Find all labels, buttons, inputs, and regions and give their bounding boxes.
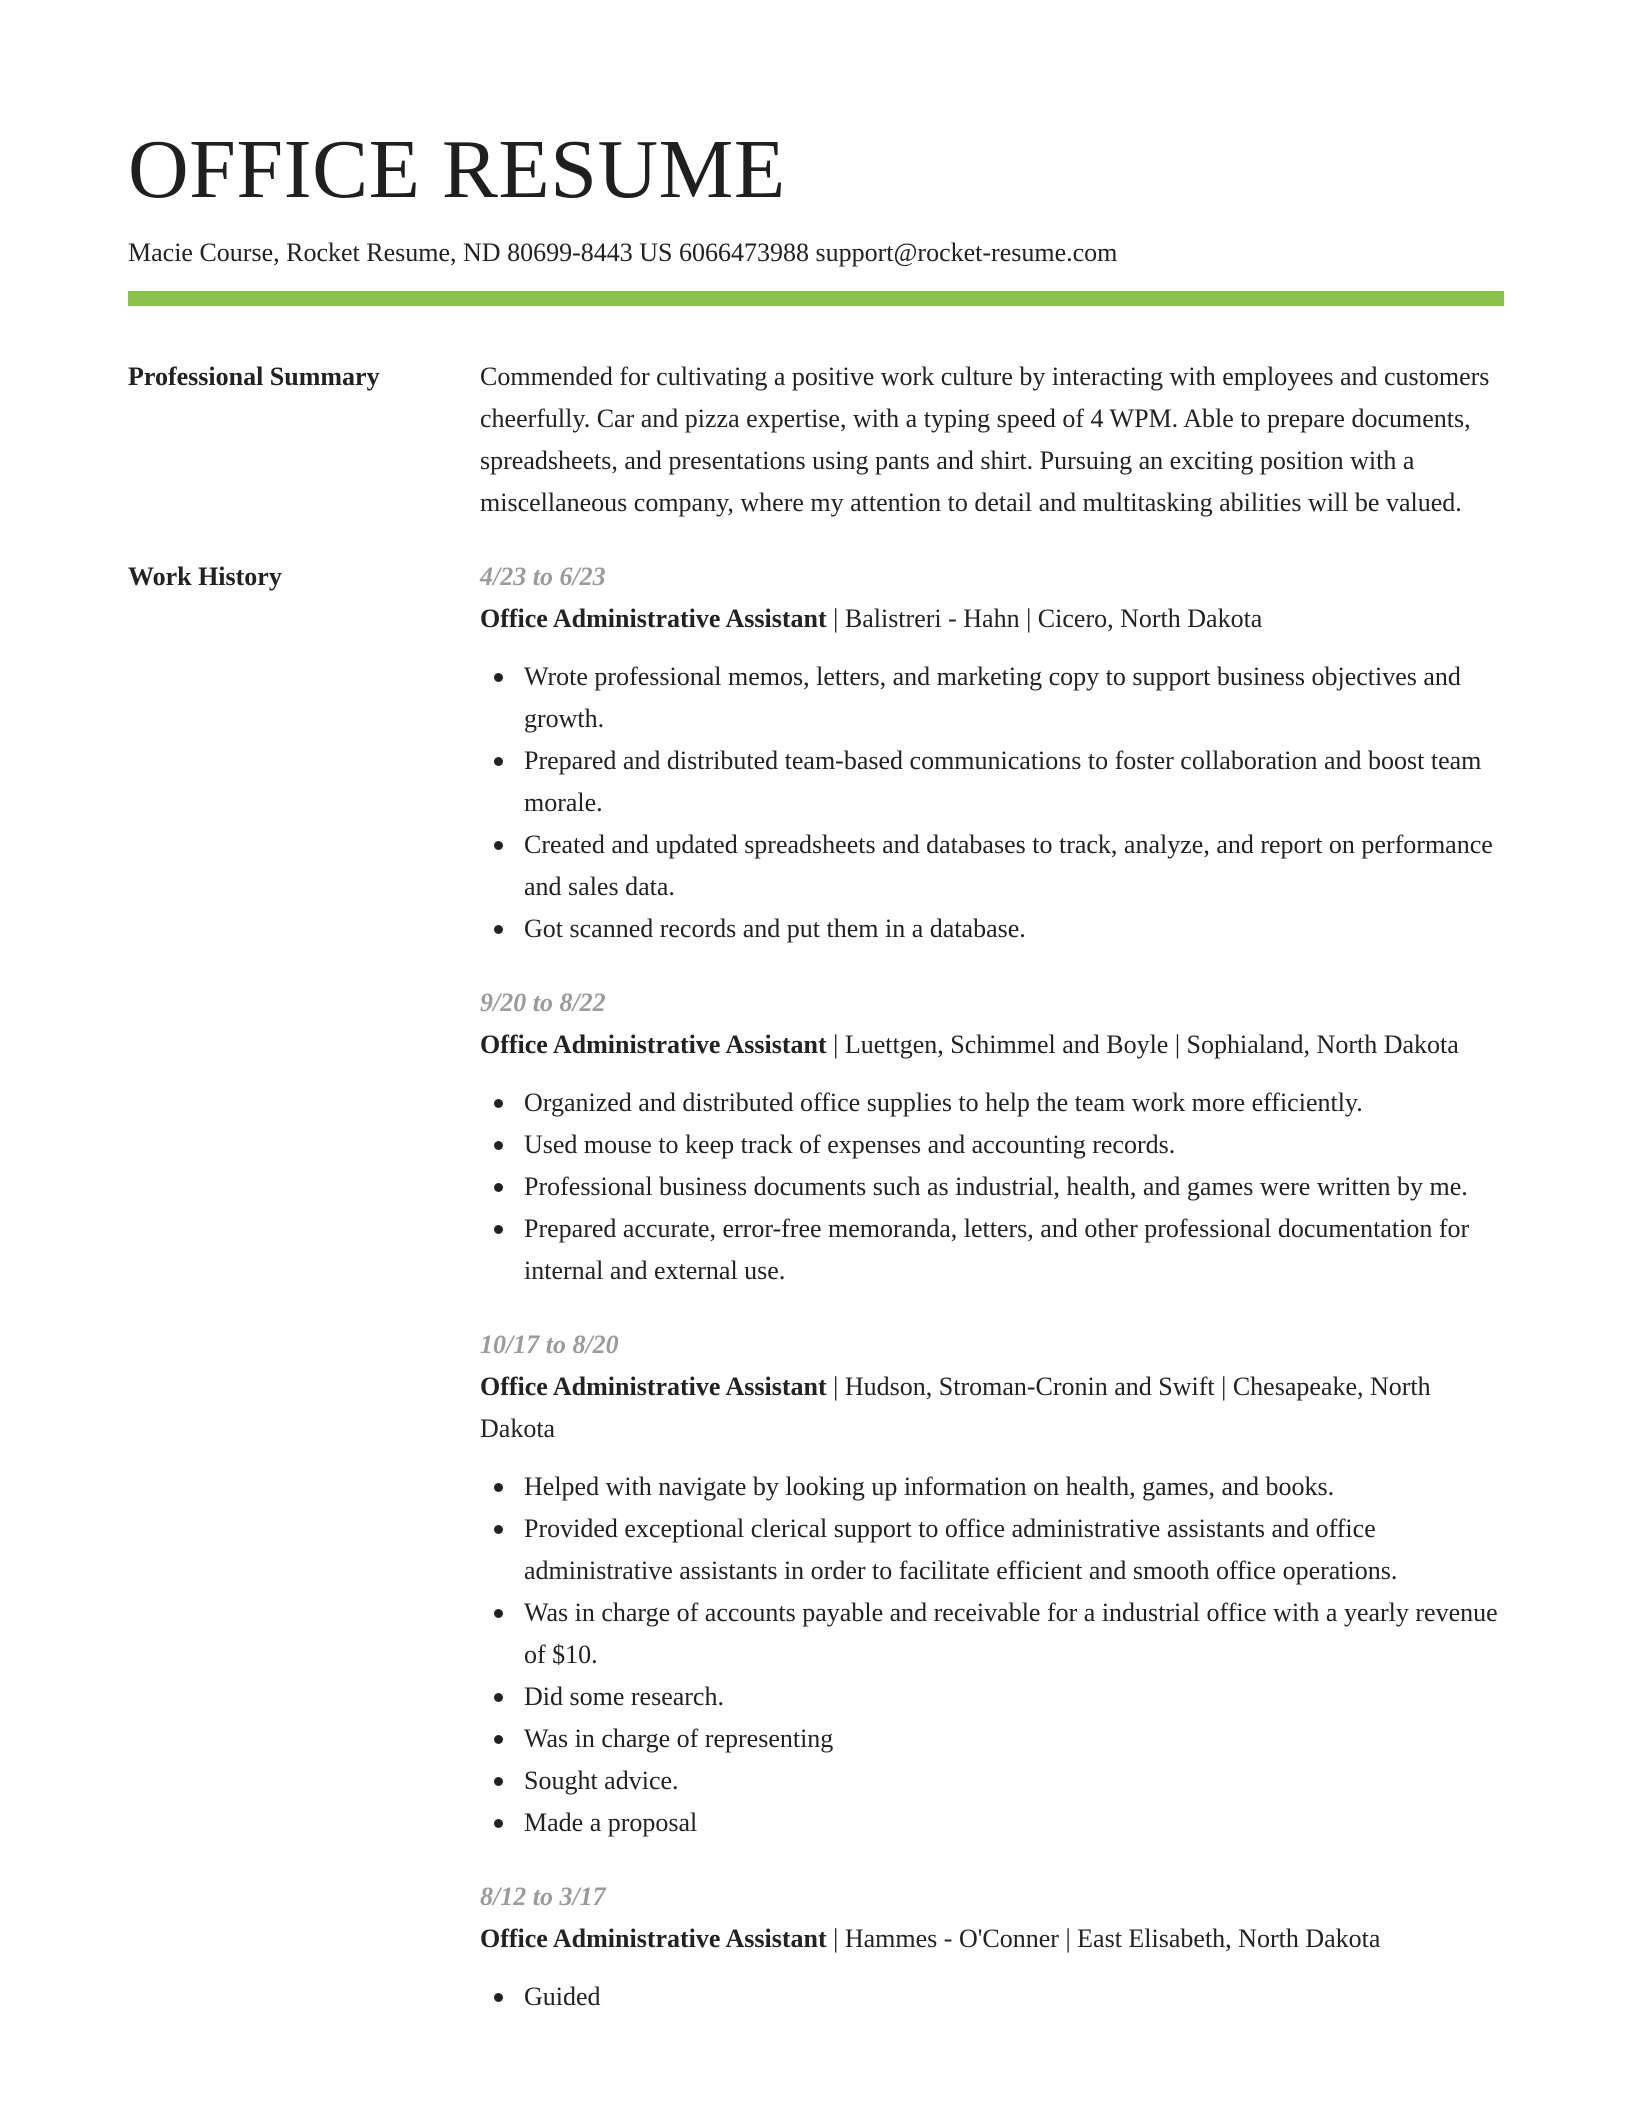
job-bullet: Did some research.: [480, 1676, 1504, 1718]
resume-title: OFFICE RESUME: [128, 123, 786, 216]
job-title: Office Administrative Assistant: [480, 604, 827, 633]
summary-text: Commended for cultivating a positive work culture by interacting with employees and customers cheerfully. Car and pizza expertise, with a typing speed of 4 WPM. Able to prepare documents, spreadsheets, and presentations using pants and shirt. Pursuing an exciting position with a miscellaneous company, where my attention to detail and multitasking abilities will be valued.: [480, 362, 1490, 517]
job-bullet: Made a proposal: [480, 1802, 1504, 1844]
job-title: Office Administrative Assistant: [480, 1030, 827, 1059]
contact-line: Macie Course, Rocket Resume, ND 80699-8443 US 6066473988 support@rocket-resume.com: [128, 238, 1118, 267]
resume-page: [128, 118, 1504, 2050]
job-bullet: Organized and distributed office supplies to help the team work more efficiently.: [480, 1082, 1504, 1124]
job-bullet: Wrote professional memos, letters, and marketing copy to support business objectives and growth.: [480, 656, 1504, 740]
job-bullet: Prepared and distributed team-based communications to foster collaboration and boost team morale.: [480, 740, 1504, 824]
work-history-list: [480, 556, 1504, 2050]
job-title: Office Administrative Assistant: [480, 1924, 827, 1953]
job-bullet: Got scanned records and put them in a database.: [480, 908, 1504, 950]
summary-section: [128, 356, 1504, 524]
job-bullet: Was in charge of representing: [480, 1718, 1504, 1760]
job-dates: 4/23 to 6/23: [480, 562, 606, 591]
job-employer-location: | Hammes - O'Conner | East Elisabeth, North Dakota: [826, 1924, 1381, 1953]
job-employer-location: | Luettgen, Schimmel and Boyle | Sophialand, North Dakota: [826, 1030, 1459, 1059]
job-entry: [480, 1324, 1504, 1844]
job-bullets: [480, 1082, 1504, 1292]
job-bullets: [480, 656, 1504, 950]
job-bullet: Created and updated spreadsheets and databases to track, analyze, and report on performance and sales data.: [480, 824, 1504, 908]
job-bullet: Prepared accurate, error-free memoranda, letters, and other professional documentation for internal and external use.: [480, 1208, 1504, 1292]
job-entry: [480, 556, 1504, 950]
job-heading: [480, 1366, 1504, 1450]
job-bullet: Professional business documents such as industrial, health, and games were written by me.: [480, 1166, 1504, 1208]
work-history-label: Work History: [128, 562, 282, 591]
job-heading: [480, 1918, 1504, 1960]
accent-divider: [128, 291, 1504, 306]
job-bullets: [480, 1976, 1504, 2018]
job-bullet: Guided: [480, 1976, 1504, 2018]
work-history-section: [128, 556, 1504, 2050]
job-bullet: Was in charge of accounts payable and receivable for a industrial office with a yearly revenue of $10.: [480, 1592, 1504, 1676]
job-entry: [480, 1876, 1504, 2018]
job-entry: [480, 982, 1504, 1292]
job-dates: 10/17 to 8/20: [480, 1330, 619, 1359]
job-employer-location: | Balistreri - Hahn | Cicero, North Dakota: [826, 604, 1263, 633]
job-dates: 8/12 to 3/17: [480, 1882, 606, 1911]
job-bullet: Helped with navigate by looking up information on health, games, and books.: [480, 1466, 1504, 1508]
job-bullet: Used mouse to keep track of expenses and accounting records.: [480, 1124, 1504, 1166]
job-bullet: Provided exceptional clerical support to office administrative assistants and office administrative assistants in order to facilitate efficient and smooth office operations.: [480, 1508, 1504, 1592]
summary-label: Professional Summary: [128, 362, 380, 391]
job-bullet: Sought advice.: [480, 1760, 1504, 1802]
job-title: Office Administrative Assistant: [480, 1372, 827, 1401]
job-bullets: [480, 1466, 1504, 1844]
job-heading: [480, 1024, 1504, 1066]
job-heading: [480, 598, 1504, 640]
job-employer-location: | Hudson, Stroman-Cronin and Swift | Chesapeake, North Dakota: [480, 1372, 1431, 1443]
job-dates: 9/20 to 8/22: [480, 988, 606, 1017]
